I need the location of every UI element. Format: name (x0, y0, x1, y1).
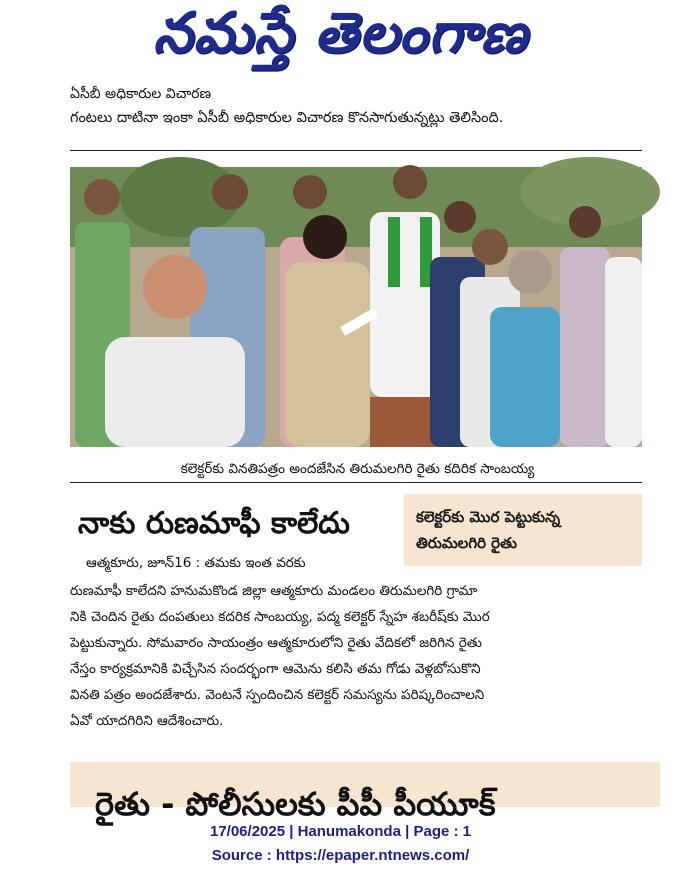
newspaper-logo: నమస్తే తెలంగాణ (153, 0, 528, 66)
photo-caption: కలెక్టర్‌కు వినతిపత్రం అందజేసిన తిరుమలగిరి రైతు కదిరిక సాంబయ్య (180, 461, 535, 477)
footer-source-link[interactable]: Source : https://epaper.ntnews.com/ (211, 847, 470, 864)
next-article-teaser (70, 762, 660, 823)
body-line: రుణమాఫీ కాలేదని హనుమకొండ జిల్లా ఆత్మకూరు మండలం తిరుమలగిరి గ్రామా (70, 583, 478, 599)
cut-off-text: ఏసీబీ అధికారుల విచారణ (70, 86, 212, 102)
news-photo (70, 167, 642, 447)
divider-rule (70, 482, 642, 483)
body-line: ఏవో యాదగిరిని ఆదేశించారు. (70, 713, 224, 729)
divider-rule (70, 150, 642, 151)
body-line: పెట్టుకున్నారు. సోమవారం సాయంత్రం ఆత్మకూరులోని రైతు వేదికలో జరిగిన రైతు (70, 635, 482, 651)
body-line: వినతి పత్రం అందజేశారు. వెంటనే స్పందించిన కలెక్టర్‌ సమస్యను పరిష్కరించాలని (70, 687, 485, 703)
pull-quote-box (404, 494, 642, 566)
masthead (0, 0, 681, 80)
article-dateline: ఆత్మకూరు, జూన్‌16 : తమకు ఇంత వరకు (86, 555, 306, 571)
body-line: నేస్తం కార్యక్రమానికి విచ్చేసిన సందర్భంగా ఆమెను కలిసి తమ గోడు వెళ్లబోసుకొని (70, 661, 481, 677)
previous-article-last-line: గంటలు దాటినా ఇంకా ఏసీబీ అధికారుల విచారణ కొనసాగుతున్నట్లు తెలిసింది. (70, 110, 504, 126)
article-body (70, 578, 645, 734)
article-headline: నాకు రుణమాఫీ కాలేదు (78, 506, 350, 541)
pull-quote-line: తిరుమలగిరి రైతు (416, 534, 517, 552)
body-line: నికి చెందిన రైతు దంపతులు కదరిక సాంబయ్య, పద్మ కలెక్టర్‌ స్నేహ శబరీష్‌కు మొర (70, 609, 490, 625)
teaser-headline: రైతు - పోలీసులకు పీపీ పీయూక్ (95, 785, 496, 823)
cut-off-text-fragment (70, 86, 645, 103)
page-footer (0, 820, 681, 868)
pull-quote-line: కలెక్టర్‌కు మొర పెట్టుకున్న (416, 508, 561, 526)
footer-date-edition: 17/06/2025 | Hanumakonda | Page : 1 (209, 823, 471, 840)
